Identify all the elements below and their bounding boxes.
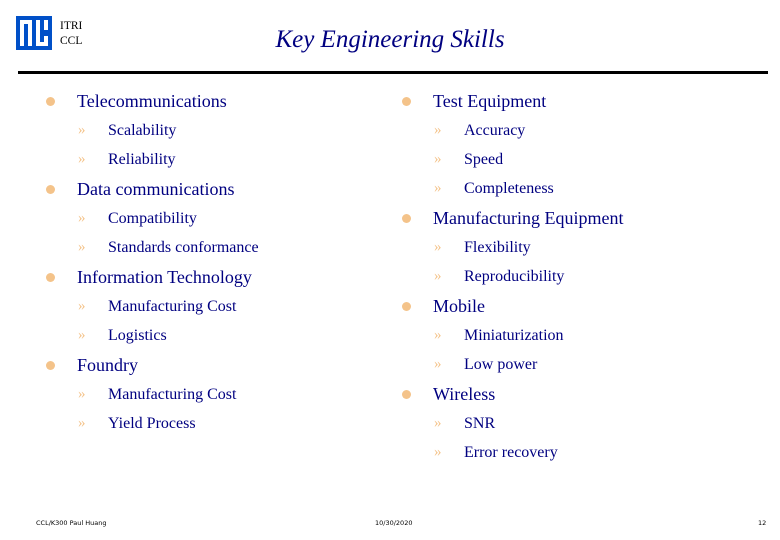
sub-bullet-label: Yield Process xyxy=(108,415,196,432)
sub-bullet-item xyxy=(402,409,762,438)
sub-bullet-item xyxy=(402,438,762,467)
sub-bullet-item xyxy=(46,380,376,409)
bullet-section xyxy=(402,291,762,379)
bullet-item xyxy=(402,203,762,233)
footer-date: 10/30/2020 xyxy=(375,519,413,527)
sub-bullet-label: Standards conformance xyxy=(108,239,259,256)
org-line-2: CCL xyxy=(60,35,83,47)
bullet-item xyxy=(402,86,762,116)
sub-bullet-item xyxy=(46,409,376,438)
sub-bullet-label: Miniaturization xyxy=(464,327,564,344)
sub-bullet-label: Flexibility xyxy=(464,239,531,256)
footer-author: CCL/K300 Paul Huang xyxy=(36,519,107,527)
bullet-section xyxy=(46,86,376,174)
bullet-label: Telecommunications xyxy=(77,91,227,111)
bullet-label: Foundry xyxy=(77,355,139,375)
sub-bullet-label: Reproducibility xyxy=(464,268,565,285)
chevron-bullet-icon: » xyxy=(78,327,86,343)
sub-bullet-label: Compatibility xyxy=(108,210,197,227)
slide-title: Key Engineering Skills xyxy=(275,26,505,53)
chevron-bullet-icon: » xyxy=(78,122,86,138)
bullet-dot-icon xyxy=(46,361,55,370)
sub-bullet-label: Scalability xyxy=(108,122,177,139)
bullet-item xyxy=(46,86,376,116)
sub-bullet-item xyxy=(402,174,762,203)
bullet-dot-icon xyxy=(46,97,55,106)
chevron-bullet-icon: » xyxy=(434,415,442,431)
bullet-item xyxy=(402,379,762,409)
sub-bullet-item xyxy=(46,145,376,174)
sub-bullet-label: Accuracy xyxy=(464,122,526,139)
bullet-label: Wireless xyxy=(433,384,496,404)
chevron-bullet-icon: » xyxy=(78,298,86,314)
sub-bullet-label: Reliability xyxy=(108,151,176,168)
sub-bullet-label: Manufacturing Cost xyxy=(108,298,237,315)
bullet-section xyxy=(402,203,762,291)
bullet-dot-icon xyxy=(402,214,411,223)
chevron-bullet-icon: » xyxy=(78,415,86,431)
chevron-bullet-icon: » xyxy=(434,180,442,196)
chevron-bullet-icon: » xyxy=(434,356,442,372)
org-line-1: ITRI xyxy=(60,20,83,32)
bullet-section xyxy=(402,86,762,203)
sub-bullet-label: SNR xyxy=(464,415,496,432)
right-column xyxy=(402,86,762,467)
chevron-bullet-icon: » xyxy=(78,239,86,255)
sub-bullet-item xyxy=(46,116,376,145)
bullet-label: Test Equipment xyxy=(433,91,547,111)
chevron-bullet-icon: » xyxy=(434,239,442,255)
sub-bullet-label: Completeness xyxy=(464,180,554,197)
bullet-section xyxy=(46,262,376,350)
sub-bullet-item xyxy=(46,292,376,321)
sub-bullet-label: Low power xyxy=(464,356,538,373)
sub-bullet-label: Manufacturing Cost xyxy=(108,386,237,403)
bullet-label: Manufacturing Equipment xyxy=(433,208,624,228)
bullet-dot-icon xyxy=(402,97,411,106)
bullet-dot-icon xyxy=(46,185,55,194)
sub-bullet-label: Speed xyxy=(464,151,504,168)
bullet-label: Mobile xyxy=(433,296,485,316)
sub-bullet-item xyxy=(402,233,762,262)
chevron-bullet-icon: » xyxy=(434,268,442,284)
bullet-label: Data communications xyxy=(77,179,235,199)
sub-bullet-label: Error recovery xyxy=(464,444,558,461)
sub-bullet-item xyxy=(402,145,762,174)
header-divider xyxy=(18,71,768,74)
bullet-section xyxy=(402,379,762,467)
sub-bullet-item xyxy=(46,321,376,350)
chevron-bullet-icon: » xyxy=(434,122,442,138)
bullet-dot-icon xyxy=(402,390,411,399)
chevron-bullet-icon: » xyxy=(78,210,86,226)
left-column xyxy=(46,86,376,438)
sub-bullet-item xyxy=(402,262,762,291)
bullet-dot-icon xyxy=(46,273,55,282)
chevron-bullet-icon: » xyxy=(78,386,86,402)
bullet-item xyxy=(46,350,376,380)
bullet-section xyxy=(46,174,376,262)
chevron-bullet-icon: » xyxy=(434,327,442,343)
bullet-label: Information Technology xyxy=(77,267,252,287)
sub-bullet-item xyxy=(402,321,762,350)
bullet-item xyxy=(46,174,376,204)
chevron-bullet-icon: » xyxy=(434,151,442,167)
bullet-item xyxy=(402,291,762,321)
sub-bullet-label: Logistics xyxy=(108,327,167,344)
chevron-bullet-icon: » xyxy=(78,151,86,167)
sub-bullet-item xyxy=(402,116,762,145)
sub-bullet-item xyxy=(46,233,376,262)
bullet-item xyxy=(46,262,376,292)
page-number: 12 xyxy=(758,519,767,527)
sub-bullet-item xyxy=(46,204,376,233)
bullet-dot-icon xyxy=(402,302,411,311)
sub-bullet-item xyxy=(402,350,762,379)
chevron-bullet-icon: » xyxy=(434,444,442,460)
bullet-section xyxy=(46,350,376,438)
